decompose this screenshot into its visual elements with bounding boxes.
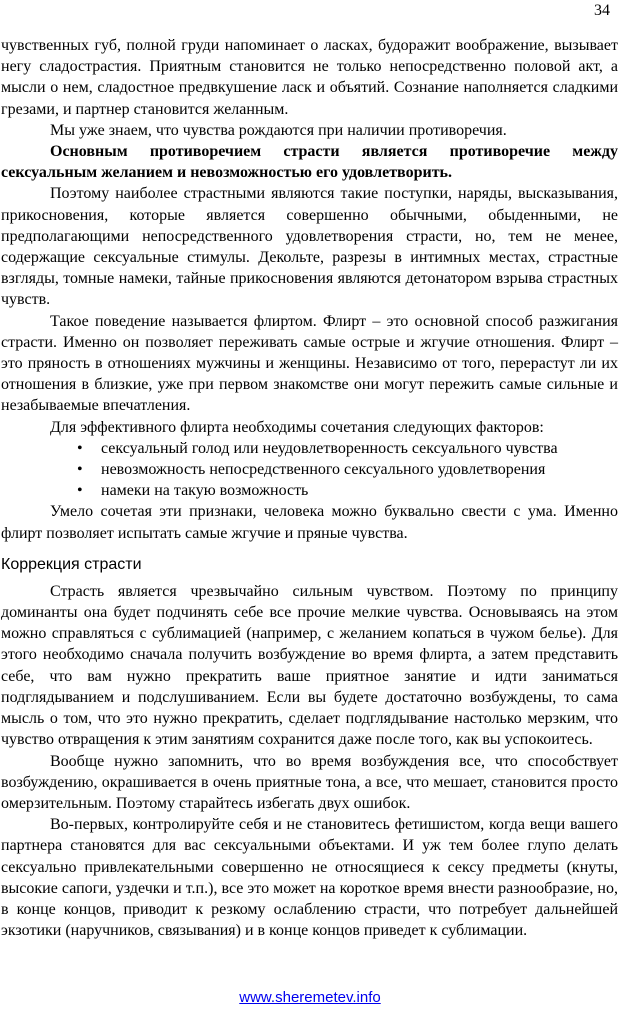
paragraph-sublimation: Страсть является чрезвычайно сильным чувством. Поэтому по принципу доминанты она будет подчинять себе все прочие мелкие чувства. Основываясь на этом можно справляться с сублимацией (например, с желанием копаться в чужом белье). Для этого необходимо сначала получить возбуждение во время флирта, а затем представить себе, что вам нужно прекратить ваше приятное занятие и идти заниматься подглядыванием и подслушиванием. Если вы будете достаточно возбуждены, то сама мысль о том, что это нужно прекратить, сделает подглядывание настолько мерзким, что чувство отвращения к этим занятиям сохранится даже после того, как вы успокоитесь. — [1, 582, 618, 749]
website-link[interactable]: www.sheremetev.info — [239, 989, 381, 1006]
paragraph-passionate-acts: Поэтому наиболее страстными являются такие поступки, наряды, высказывания, прикосновения, которые является совершенно обычными, обыденными, не предполагающими непосредственного удовлетворения страсти, но, тем не менее, содержащие сексуальные стимулы. Декольте, разрезы в интимных местах, страстные взгляды, томные намеки, тайные прикосновения являются детонатором взрыва страстных чувств. — [1, 185, 618, 309]
list-item — [77, 480, 618, 501]
paragraph-factors-outcome: Умело сочетая эти признаки, человека можно буквально свести с ума. Именно флирт позволяет испытать самые жгучие и пряные чувства. — [1, 503, 618, 542]
paragraph-main-contradiction: Основным противоречием страсти является противоречие между сексуальным желанием и невозможностью его удовлетворить. — [1, 143, 618, 182]
section-heading: Коррекция страсти — [1, 555, 142, 573]
paragraph-contradiction-intro: Мы уже знаем, что чувства рождаются при наличии противоречия. — [50, 121, 507, 139]
bullet-icon: • — [77, 482, 83, 500]
bullet-icon: • — [77, 461, 83, 479]
bullet-icon: • — [77, 439, 83, 457]
paragraph-continuation: чувственных губ, полной груди напоминает о ласках, будоражит воображение, вызывает негу сладострастия. Приятным становится не только непосредственно половой акт, а мысли о нем, сладостное предвкушение ласк и объятий. Сознание наполняется сладкими грезами, и партнер становится желанным. — [1, 37, 618, 118]
page-body — [0, 35, 620, 941]
list-item — [77, 438, 618, 459]
paragraph-flirt: Такое поведение называется флиртом. Флирт – это основной способ разжигания страсти. Именно он позволяет переживать самые острые и жгучие отношения. Флирт – это пряность в отношениях мужчины и женщины. Независимо от того, перерастут ли их отношения в близкие, уже при первом знакомстве они могут пережить самые сильные и незабываемые впечатления. — [1, 312, 618, 415]
list-item-text: невозможность непосредственного сексуального удовлетворения — [101, 461, 546, 479]
paragraph-arousal: Вообще нужно запомнить, что во время возбуждения все, что способствует возбуждению, окрашивается в очень приятные тона, а все, что мешает, становится просто омерзительным. Поэтому старайтесь избегать двух ошибок. — [1, 752, 618, 812]
paragraph-fetishism: Во-первых, контролируйте себя и не становитесь фетишистом, когда вещи вашего партнера становятся для вас сексуальными объектами. И уж тем более глупо делать сексуально привлекательными совершенно не относящиеся к сексу предметы (кнуты, высокие сапоги, уздечки и т.п.), все это может на короткое время внести разнообразие, но, в конце концов, приводит к резкому ослаблению страсти, что потребует дальнейшей экзотики (наручников, связывания) и в конце концов приведет к сублимации. — [1, 816, 618, 940]
paragraph-factors-intro: Для эффективного флирта необходимы сочетания следующих факторов: — [50, 418, 544, 436]
page-number: 34 — [594, 2, 610, 19]
factors-list — [1, 438, 618, 502]
list-item-text: намеки на такую возможность — [101, 482, 309, 500]
list-item — [77, 459, 618, 480]
list-item-text: сексуальный голод или неудовлетворенность сексуального чувства — [101, 439, 558, 457]
